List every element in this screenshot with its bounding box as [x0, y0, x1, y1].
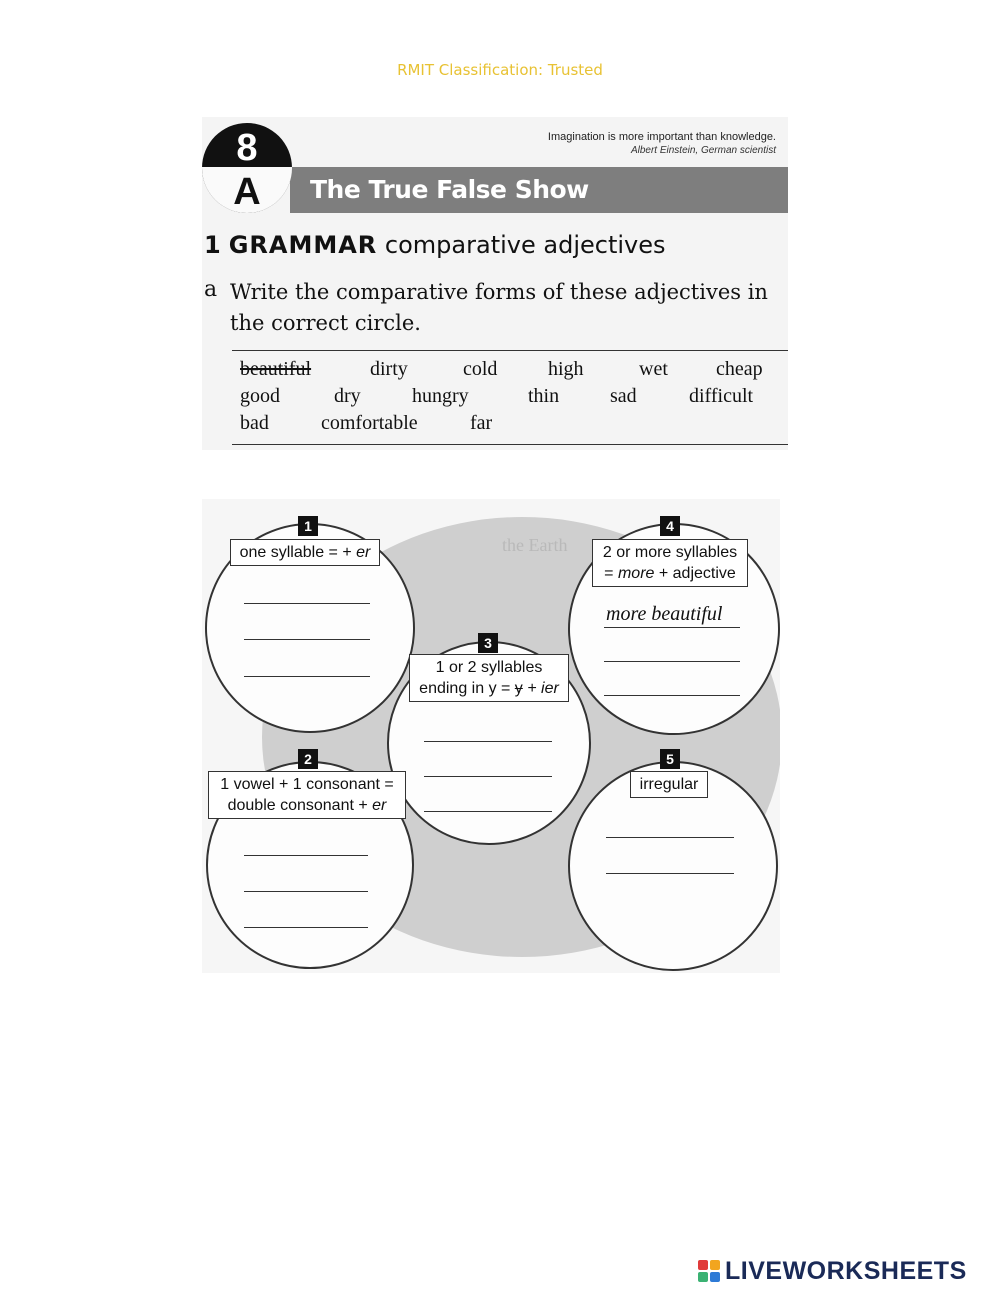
word-bad: bad — [240, 412, 269, 434]
section-heading — [204, 231, 666, 259]
word-thin: thin — [528, 385, 560, 407]
answer-line[interactable] — [606, 873, 734, 874]
circle-5-label: irregular — [630, 771, 708, 798]
word-cheap: cheap — [716, 358, 763, 380]
answer-line[interactable] — [604, 695, 740, 696]
answer-line[interactable] — [244, 639, 370, 640]
circle-4-label: 2 or more syllables = more + adjective — [592, 539, 748, 587]
exercise-header-scan — [202, 117, 788, 450]
answer-line[interactable] — [424, 776, 552, 777]
quote-text: Imagination is more important than knowledge. — [547, 131, 776, 143]
unit-number: 8 — [236, 127, 258, 169]
answer-line[interactable] — [244, 927, 368, 928]
logo-text: LIVEWORKSHEETS — [725, 1256, 967, 1285]
unit-letter: A — [233, 171, 261, 213]
circle-1-label: one syllable = + er — [230, 539, 380, 566]
example-underline — [604, 627, 740, 628]
word-far: far — [470, 412, 493, 434]
section-title: GRAMMAR — [228, 231, 378, 259]
circle-5-number: 5 — [660, 749, 680, 769]
exercise-letter: a — [204, 277, 218, 302]
answer-line[interactable] — [244, 603, 370, 604]
word-bank-bottom-rule — [232, 444, 788, 445]
word-comfortable: comfortable — [321, 412, 418, 434]
word-cold: cold — [463, 358, 498, 380]
answer-line[interactable] — [424, 741, 552, 742]
word-beautiful: beautiful — [240, 358, 312, 380]
unit-title: The True False Show — [310, 175, 589, 204]
answer-line[interactable] — [244, 891, 368, 892]
classification-label: RMIT Classification: Trusted — [397, 61, 603, 79]
circle-4-example: more beautiful — [606, 603, 723, 625]
circles-diagram — [202, 499, 780, 973]
circle-1-number: 1 — [298, 516, 318, 536]
circle-4-number: 4 — [660, 516, 680, 536]
answer-line[interactable] — [604, 661, 740, 662]
word-bank-top-rule — [232, 350, 788, 351]
ghost-text: the Earth — [502, 535, 568, 555]
word-hungry: hungry — [412, 385, 469, 407]
section-number: 1 — [204, 231, 221, 259]
circle-3-number: 3 — [478, 633, 498, 653]
word-dirty: dirty — [370, 358, 408, 380]
section-subtitle: comparative adjectives — [384, 231, 666, 259]
answer-line[interactable] — [424, 811, 552, 812]
word-dry: dry — [334, 385, 361, 407]
word-high: high — [548, 358, 584, 380]
word-good: good — [240, 385, 280, 407]
word-difficult: difficult — [689, 385, 754, 407]
quote-author: Albert Einstein, German scientist — [630, 145, 776, 156]
answer-line[interactable] — [244, 855, 368, 856]
word-sad: sad — [610, 385, 637, 407]
word-wet: wet — [639, 358, 668, 380]
circle-2-number: 2 — [298, 749, 318, 769]
circle-2-label: 1 vowel + 1 consonant = double consonant + er — [208, 771, 406, 819]
answer-line[interactable] — [244, 676, 370, 677]
liveworksheets-logo[interactable] — [698, 1256, 967, 1286]
exercise-instruction: Write the comparative forms of these adjectives in the correct circle. — [230, 280, 768, 335]
answer-line[interactable] — [606, 837, 734, 838]
logo-icon — [698, 1260, 720, 1282]
quote — [548, 131, 776, 156]
circle-3-label: 1 or 2 syllables ending in y = y + ier — [409, 654, 569, 702]
